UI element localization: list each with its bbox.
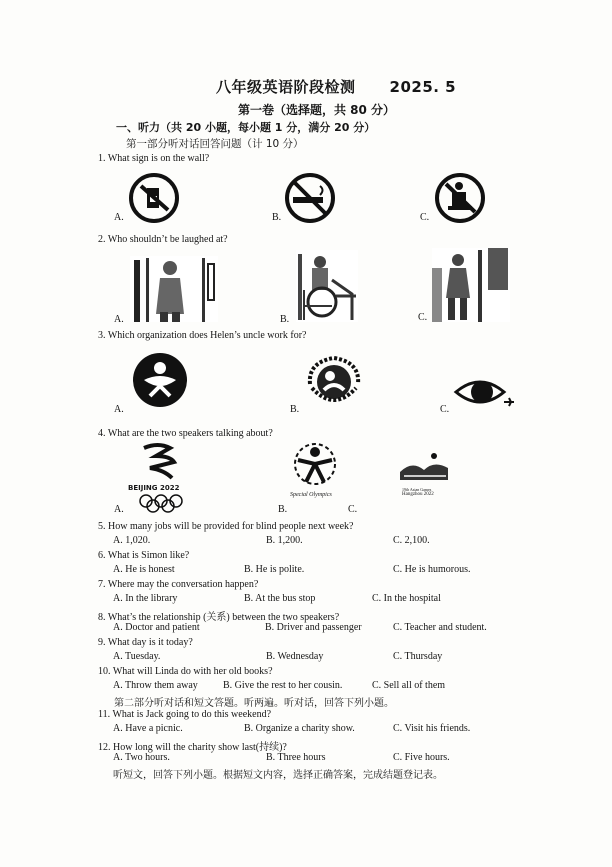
q7-option-c: C. In the hospital xyxy=(372,593,441,604)
q12-option-a: A. Two hours. xyxy=(113,752,170,763)
special-olympics-logo-icon xyxy=(288,442,342,490)
q3-label-b: B. xyxy=(290,404,300,415)
section-heading: 一、听力（共 20 小题，每小题 1 分，满分 20 分） xyxy=(116,121,376,134)
q9-option-b: B. Wednesday xyxy=(266,651,324,662)
q8-option-b: B. Driver and passenger xyxy=(265,622,362,633)
q4-label-a: A. xyxy=(114,504,124,515)
question-10: 10. What will Linda do with her old books? xyxy=(98,666,273,677)
q5-option-a: A. 1,020. xyxy=(113,535,151,546)
question-7: 7. Where may the conversation happen? xyxy=(98,579,259,590)
question-2: 2. Who shouldn’t be laughed at? xyxy=(98,234,228,245)
question-11: 11. What is Jack going to do this weekend? xyxy=(98,709,272,720)
question-3: 3. Which organization does Helen’s uncle work for? xyxy=(98,330,307,341)
q1-label-a: A. xyxy=(114,212,124,223)
q9-option-c: C. Thursday xyxy=(393,651,443,662)
olympic-rings-icon xyxy=(138,494,184,512)
question-1: 1. What sign is on the wall? xyxy=(98,153,210,164)
q12-option-c: C. Five hours. xyxy=(393,752,450,763)
q11-option-b: B. Organize a charity show. xyxy=(244,723,355,734)
question-4: 4. What are the two speakers talking about? xyxy=(98,428,273,439)
q8-option-a: A. Doctor and patient xyxy=(113,622,200,633)
question-9: 9. What day is it today? xyxy=(98,637,193,648)
unicef-logo-icon xyxy=(304,354,364,410)
q6-option-c: C. He is humorous. xyxy=(393,564,471,575)
part-two-heading: 第二部分听对话和短文答题。听两遍。听对话，回答下列小题。 xyxy=(114,698,394,709)
q5-option-c: C. 2,100. xyxy=(393,535,430,546)
charity-logo-icon xyxy=(132,352,188,408)
hangzhou-logo-text: Hangzhou 2022 xyxy=(402,492,434,497)
page-title xyxy=(216,76,456,97)
q10-option-a: A. Throw them away xyxy=(113,680,198,691)
q2-label-a: A. xyxy=(114,314,124,325)
person-in-wheelchair-picture xyxy=(296,250,358,322)
no-wheelchair-sign-icon xyxy=(434,172,486,224)
q4-label-c: C. xyxy=(348,504,358,515)
person-in-doorway-picture xyxy=(130,256,218,322)
eye-plane-logo-icon xyxy=(454,372,516,412)
hangzhou-2022-logo-icon xyxy=(398,452,452,486)
special-olympics-text: Special Olympics xyxy=(290,492,332,498)
hangzhou-logo-top-text: 19th Asian Games xyxy=(402,487,432,492)
q11-option-a: A. Have a picnic. xyxy=(113,723,183,734)
q1-label-c: C. xyxy=(420,212,430,223)
q3-label-c: C. xyxy=(440,404,450,415)
q5-option-b: B. 1,200. xyxy=(266,535,303,546)
no-smoking-icon xyxy=(284,172,336,224)
old-man-street-picture xyxy=(432,248,510,322)
q6-option-b: B. He is polite. xyxy=(244,564,305,575)
q2-label-c: C. xyxy=(418,312,428,323)
q7-option-b: B. At the bus stop xyxy=(244,593,316,604)
q7-option-a: A. In the library xyxy=(113,593,178,604)
q1-label-b: B. xyxy=(272,212,282,223)
q4-label-b: B. xyxy=(278,504,288,515)
q3-label-a: A. xyxy=(114,404,124,415)
q11-option-c: C. Visit his friends. xyxy=(393,723,471,734)
q12-option-b: B. Three hours xyxy=(266,752,326,763)
question-12: 12. How long will the charity show last(持续)? xyxy=(98,742,287,753)
q8-option-c: C. Teacher and student. xyxy=(393,622,487,633)
question-6: 6. What is Simon like? xyxy=(98,550,190,561)
part-one-heading: 第一部分听对话回答问题（计 10 分） xyxy=(126,138,304,150)
q10-option-c: C. Sell all of them xyxy=(372,680,446,691)
exam-title: 八年级英语阶段检测 xyxy=(216,78,356,96)
q9-option-a: A. Tuesday. xyxy=(113,651,161,662)
q10-option-b: B. Give the rest to her cousin. xyxy=(223,680,343,691)
question-5: 5. How many jobs will be provided for blind people next week? xyxy=(98,521,354,532)
sign-no-littering-icon xyxy=(128,172,180,224)
exam-date: 2025. 5 xyxy=(389,78,457,96)
q2-label-b: B. xyxy=(280,314,290,325)
beijing-2022-logo-icon xyxy=(136,442,182,482)
part-three-heading: 听短文，回答下列小题。根据短文内容，选择正确答案，完成结题登记表。 xyxy=(113,770,443,781)
beijing-logo-text: BEIJING 2022 xyxy=(128,484,180,492)
q6-option-a: A. He is honest xyxy=(113,564,175,575)
volume-heading: 第一卷（选择题，共 80 分） xyxy=(238,103,396,117)
question-8: 8. What’s the relationship (关系) between the two speakers? xyxy=(98,612,340,623)
